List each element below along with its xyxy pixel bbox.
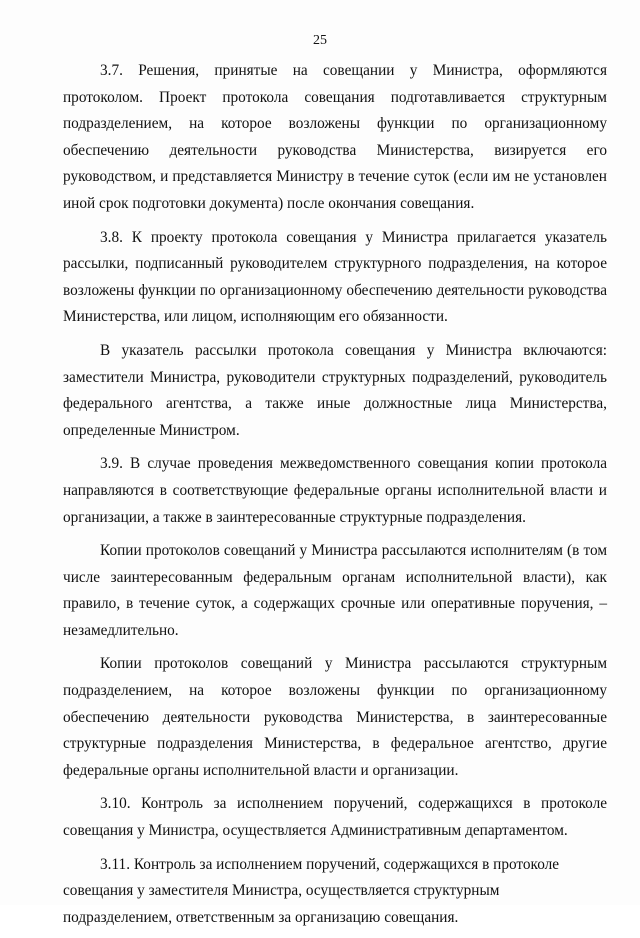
page-number: 25 <box>313 33 327 48</box>
paragraph-distribution-list: В указатель рассылки протокола совещания у Министра включаются: заместители Министра, руководители структурных подразделений, руководитель федерального агентства, а также иные должностные лица Министерства, определенные Министром. <box>63 341 607 439</box>
paragraph-copies-subdivisions: Копии протоколов совещаний у Министра рассылаются структурным подразделением, на которое возложены функции по организационному обеспечению деятельности руководства Министерства, в заинтересованные структурные подразделения Министерства, в федеральное агентство, другие федеральные органы исполнительной власти и организации. <box>63 655 607 779</box>
paragraph-3-9: 3.9. В случае проведения межведомственного совещания копии протокола направляются в соответствующие федеральные органы исполнительной власти и организации, а также в заинтересованные структурные подразделения. <box>63 455 607 526</box>
paragraph-3-7: 3.7. Решения, принятые на совещании у Министра, оформляются протоколом. Проект протокола совещания подготавливается структурным подразделением, на которое возложены функции по организационному обеспечению деятельности руководства Министерства, визируется его руководством, и представляется Министру в течение суток (если им не установлен иной срок подготовки документа) после окончания совещания. <box>63 62 607 212</box>
paragraph-3-11: 3.11. Контроль за исполнением поручений, содержащихся в протоколе совещания у заместителя Министра, осуществляется структурным подразделением, ответственным за организацию совещания. <box>63 855 560 926</box>
paragraph-copies-executors: Копии протоколов совещаний у Министра рассылаются исполнителям (в том числе заинтересованным федеральным органам исполнительной власти), как правило, в течение суток, а содержащих срочные или оперативные поручения, – незамедлительно. <box>63 542 607 639</box>
paragraph-3-10: 3.10. Контроль за исполнением поручений, содержащихся в протоколе совещания у Министра, осуществляется Административным департаментом. <box>63 795 607 840</box>
paragraph-3-8: 3.8. К проекту протокола совещания у Министра прилагается указатель рассылки, подписанный руководителем структурного подразделения, на которое возложены функции по организационному обеспечению деятельности руководства Министерства, или лицом, исполняющим его обязанности. <box>63 228 607 326</box>
document-body <box>63 58 607 938</box>
